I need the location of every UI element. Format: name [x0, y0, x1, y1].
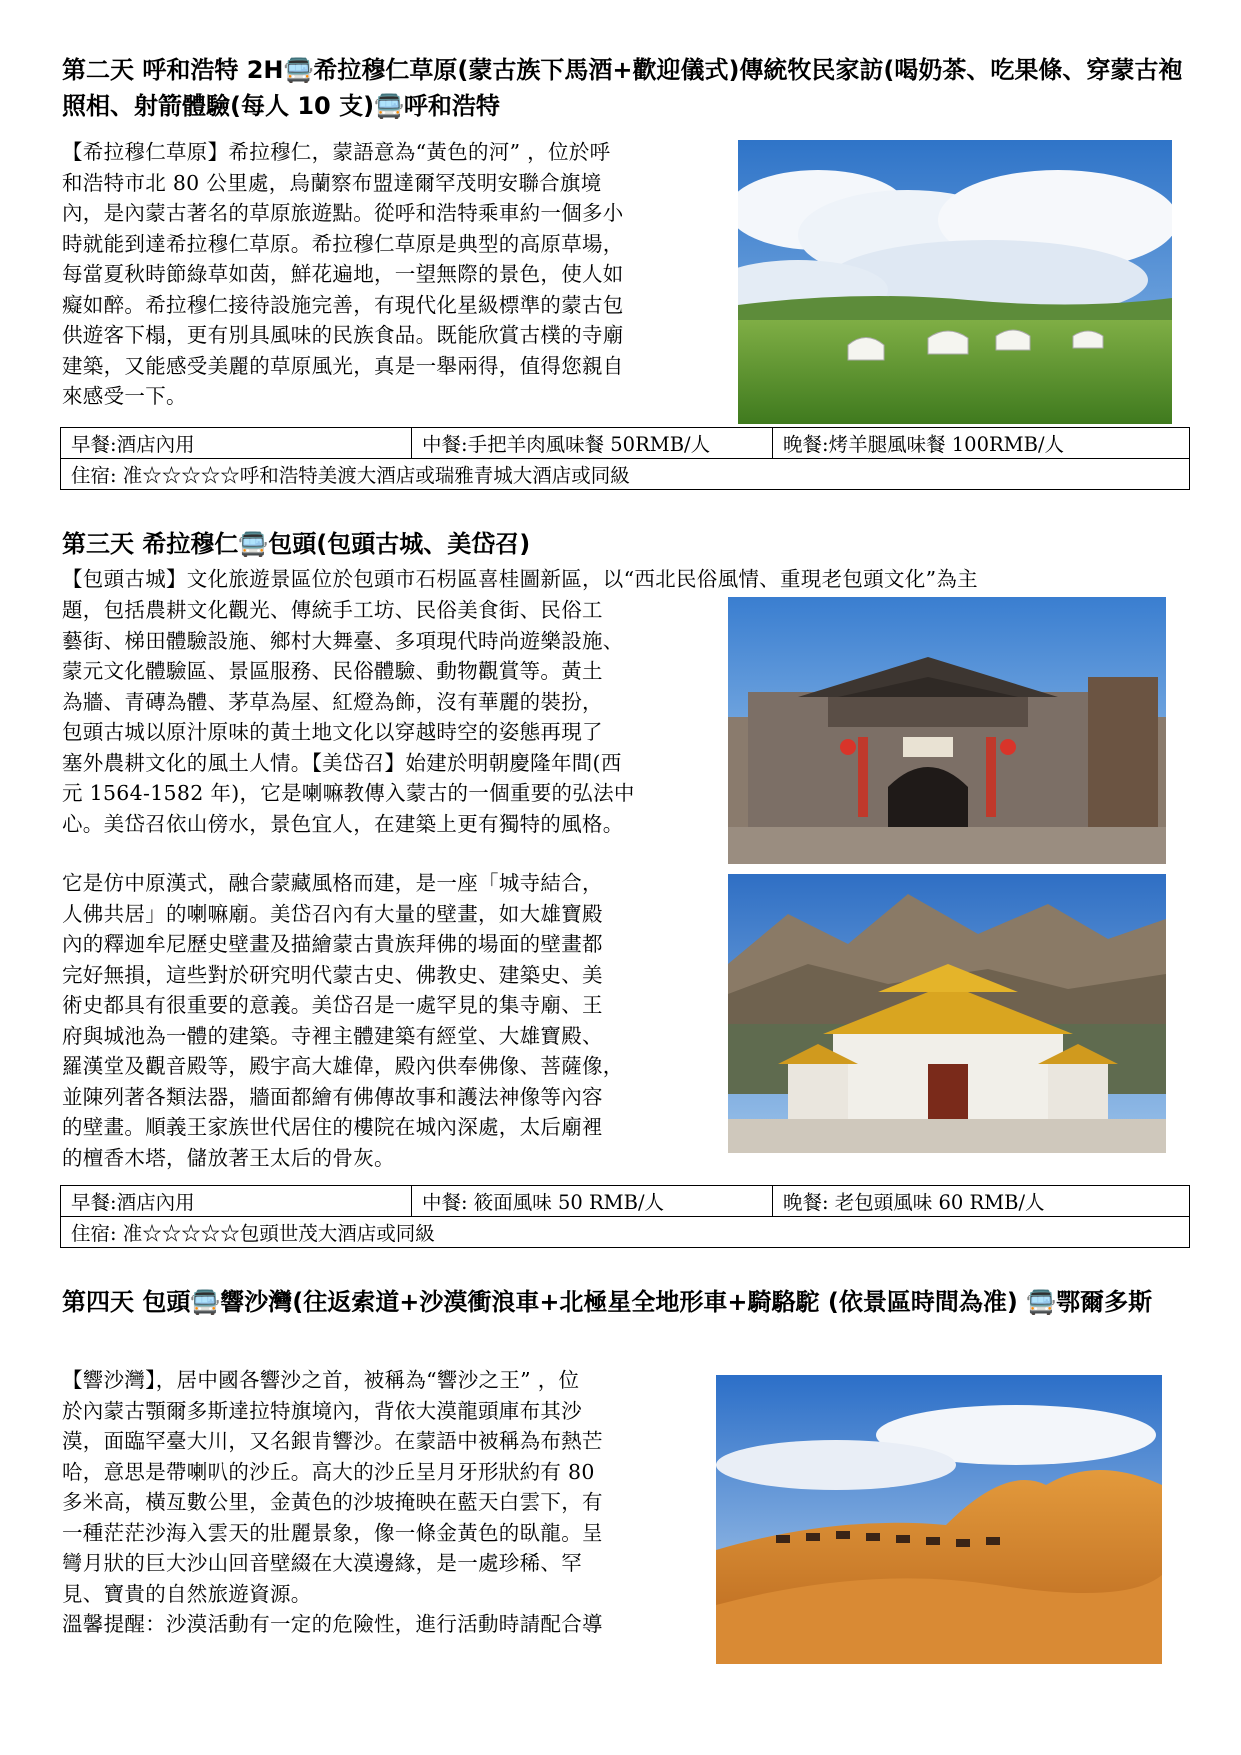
text-line: 於內蒙古顎爾多斯達拉特旗境內，背依大漠龍頭庫布其沙 — [62, 1398, 582, 1423]
dinner-cell: 晚餐:烤羊腿風味餐 100RMB/人 — [773, 428, 1190, 459]
breakfast-cell: 早餐:酒店內用 — [61, 1186, 412, 1217]
text-line: 【響沙灣】，居中國各響沙之首，被稱為“響沙之王” ，位 — [62, 1368, 580, 1392]
text-line: 心。美岱召依山傍水，景色宜人，在建築上更有獨特的風格。 — [62, 811, 624, 836]
text-line: 來感受一下。 — [62, 384, 187, 408]
text-line: 癡如醉。希拉穆仁接待設施完善，有現代化星級標準的蒙古包 — [62, 292, 624, 317]
breakfast-cell: 早餐:酒店內用 — [61, 428, 412, 459]
text-line: 元 1564-1582 年)，它是喇嘛教傳入蒙古的一個重要的弘法中 — [62, 781, 635, 805]
text-line: 完好無損，這些對於研究明代蒙古史、佛教史、建築史、美 — [62, 962, 603, 987]
day3-heading: 第三天 希拉穆仁🚍包頭(包頭古城、美岱召) — [62, 530, 531, 558]
text-line: 題，包括農耕文化觀光、傳統手工坊、民俗美食街、民俗工 — [62, 598, 603, 622]
text-line: 的檀香木塔，儲放著王太后的骨灰。 — [62, 1145, 395, 1170]
day3-meal-table — [60, 1185, 1190, 1248]
text-line: 包頭古城以原汁原味的黃土地文化以穿越時空的姿態再現了 — [62, 720, 603, 744]
text-line: 哈，意思是帶喇叭的沙丘。高大的沙丘呈月牙形狀約有 80 — [62, 1459, 595, 1484]
text-line: 內的釋迦牟尼歷史壁畫及描繪蒙古貴族拜佛的場面的壁畫都 — [62, 932, 603, 956]
day2-text — [62, 137, 722, 412]
day2-meal-table — [60, 427, 1190, 490]
text-line: 的壁畫。順義王家族世代居住的樓院在城內深處，太后廟裡 — [62, 1115, 603, 1139]
text-line: 內，是內蒙古著名的草原旅遊點。從呼和浩特乘車約一個多小 — [62, 201, 624, 225]
text-line: 府與城池為一體的建築。寺裡主體建築有經堂、大雄寶殿、 — [62, 1023, 603, 1048]
day3-text-a — [62, 595, 722, 839]
hotel-cell: 住宿: 准☆☆☆☆☆包頭世茂大酒店或同級 — [61, 1217, 1190, 1248]
text-line: 漠，面臨罕臺大川，又名銀肯響沙。在蒙語中被稱為布熱芒 — [62, 1429, 603, 1453]
hotel-cell: 住宿: 准☆☆☆☆☆呼和浩特美渡大酒店或瑞雅青城大酒店或同級 — [61, 459, 1190, 490]
lunch-cell: 中餐: 筱面風味 50 RMB/人 — [412, 1186, 773, 1217]
text-line: 它是仿中原漢式，融合蒙藏風格而建，是一座「城寺結合， — [62, 871, 603, 895]
text-line: 塞外農耕文化的風土人情。【美岱召】始建於明朝慶隆年間(西 — [62, 750, 622, 775]
text-line: 彎月狀的巨大沙山回音壁綴在大漠邊緣，是一處珍稀、罕 — [62, 1551, 582, 1575]
text-line: 【希拉穆仁草原】希拉穆仁，蒙語意為“黃色的河” ，位於呼 — [62, 140, 611, 164]
text-line: 和浩特市北 80 公里處，烏蘭察布盟達爾罕茂明安聯合旗境 — [62, 170, 602, 195]
meidai-temple-photo — [728, 874, 1166, 1153]
day3-text-b — [62, 868, 722, 1173]
dinner-cell: 晚餐: 老包頭風味 60 RMB/人 — [773, 1186, 1190, 1217]
text-line: 時就能到達希拉穆仁草原。希拉穆仁草原是典型的高原草場， — [62, 231, 624, 256]
text-line: 一種茫茫沙海入雲天的壯麗景象，像一條金黃色的臥龍。呈 — [62, 1520, 603, 1545]
desert-camel-photo — [716, 1375, 1162, 1664]
text-line: 並陳列著各類法器，牆面都繪有佛傳故事和護法神像等內容 — [62, 1084, 603, 1109]
text-line: 溫馨提醒：沙漠活動有一定的危險性，進行活動時請配合導 — [62, 1612, 603, 1636]
text-line: 供遊客下榻，更有別具風味的民族食品。既能欣賞古樸的寺廟 — [62, 323, 624, 347]
day4-text — [62, 1365, 722, 1640]
text-line: 蒙元文化體驗區、景區服務、民俗體驗、動物觀賞等。黃土 — [62, 659, 603, 683]
text-line: 術史都具有很重要的意義。美岱召是一處罕見的集寺廟、王 — [62, 993, 603, 1017]
text-line: 為牆、青磚為體、茅草為屋、紅燈為飾，沒有華麗的裝扮， — [62, 689, 603, 714]
text-line: 建築，又能感受美麗的草原風光，真是一舉兩得，值得您親自 — [62, 353, 624, 378]
text-line: 藝街、梯田體驗設施、鄉村大舞臺、多項現代時尚遊樂設施、 — [62, 628, 624, 653]
text-line: 人佛共居」的喇嘛廟。美岱召內有大量的壁畫，如大雄寶殿 — [62, 901, 603, 926]
grassland-yurt-photo — [738, 140, 1172, 424]
day2-heading: 第二天 呼和浩特 2H🚍希拉穆仁草原(蒙古族下馬酒+歡迎儀式)傳統牧民家訪(喝奶茶、吃果條、穿蒙古袍照相、射箭體驗(每人 10 支)🚍呼和浩特 — [62, 56, 1183, 120]
text-line: 每當夏秋時節綠草如茵，鮮花遍地，一望無際的景色，使人如 — [62, 262, 624, 286]
day3-intro: 【包頭古城】文化旅遊景區位於包頭市石枴區喜桂圖新區，以“西北民俗風情、重現老包頭文化”為主 — [62, 567, 978, 591]
text-line: 羅漢堂及觀音殿等，殿宇高大雄偉，殿內供奉佛像、菩薩像， — [62, 1054, 624, 1078]
text-line: 多米高，橫亙數公里，金黃色的沙坡掩映在藍天白雲下，有 — [62, 1490, 603, 1514]
ancient-city-gate-photo — [728, 597, 1166, 864]
day4-heading: 第四天 包頭🚍響沙灣(往返索道+沙漠衝浪車+北極星全地形車+騎駱駝 (依景區時間為准) 🚍鄂爾多斯 — [62, 1288, 1153, 1316]
text-line: 見、寶貴的自然旅遊資源。 — [62, 1581, 312, 1606]
lunch-cell: 中餐:手把羊肉風味餐 50RMB/人 — [412, 428, 773, 459]
